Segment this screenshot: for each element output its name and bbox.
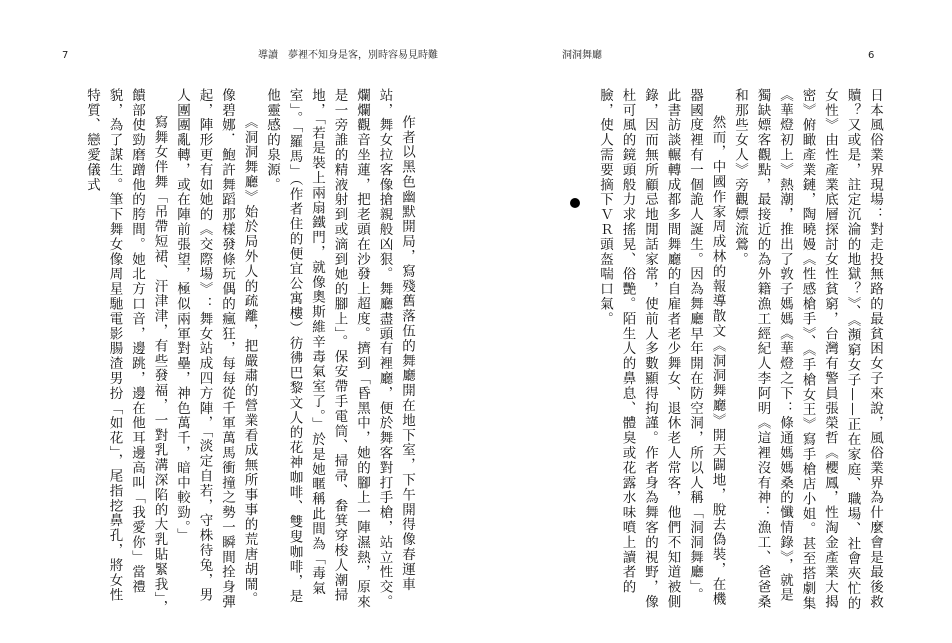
paragraph: 寫舞女伴舞「吊帶短裙、汗津津，有些發福，一對乳溝深陷的大乳貼緊我」，饋部使勁磨蹭他的胯間。她北方口音，邊跳，邊在他耳邊高叫「我愛你」當禮貌，為了謀生。筆下舞女像周星馳電影腸渣男扮「如花」，尾指挖鼻孔，將女性特質、戀愛儀式 xyxy=(84,88,168,615)
left-running-head: 導讀 夢裡不知身是客，別時容易見時難 xyxy=(258,50,438,61)
paragraph: 《洞洞舞廳》始於局外人的疏離，把嚴肅的營業看成無所事事的荒唐胡鬧。像碧娜．鮑許舞蹈那樣發條玩偶的瘋狂，每每從千軍萬馬衝撞之勢一瞬間拴身彈起，陣形更有如她的《交際場》：舞女站成四方陣，「淡定自若，守株待兔，男人團團亂轉，或在陣前張望，極似兩軍對壘，神色萬千，暗中較勁。」 xyxy=(174,88,258,610)
paragraph: 然而，中國作家周成林的報導散文《洞洞舞廳》開天闢地，脫去偽裝，在機器國度裡有一個詭人誕生。因為舞廳早年開在防空洞，所以人稱「洞洞舞廳」。此書訪談輾轉成都多間舞廳的自雇者老少舞女、退休老人常客，他們不知道被側錄，因而無所顧忌地閒話家常，使前人多數顯得拘謹。作者身為舞客的視野，像杜可風的鏡頭般力求搖晃、俗艷。陌生人的鼻息、體臭或花露水味噴上讀者的臉，使人需要摘下ＶＲ頭盔喘口氣。 xyxy=(597,88,726,610)
paragraph: 作者以黑色幽默開局，寫殘舊落伍的舞廳開在地下室，下午開得像春運車站，舞女拉客像搶親般凶狠。舞廳盡頭有裡廳，便於舞客對打手槍，站立性交。爛爛觀音坐蓮，把老頭在沙發上超度。擠到「昏黑中，她的腳上一陣濕熱，原來是一旁誰的精液射到或滴到她的腳上」。保安帶手電筒、掃帚、畚箕穿梭人潮掃地，「若是裝上兩扇鐵門，就像奧斯維辛毒氣室了。」於是她暱稱此間為「毒氣室」。「羅馬」（作者住的便宜公寓樓）彷彿巴黎文人的花神咖啡、雙叟咖啡，是他靈感的泉源。 xyxy=(264,88,415,610)
left-page-number: 7 xyxy=(62,50,69,61)
right-page-body xyxy=(596,88,886,616)
right-page-number: 6 xyxy=(868,50,875,61)
paragraph: 日本風俗業界現場：對走投無路的最貧困女子來說，風俗業界為什麼會是最後救贖？又或是，註定沉淪的地獄？》、《瀕窮女子——正在家庭、職場、社會夾忙的女性》由性產業底層探討女性貧窮，台灣有警員張榮哲《櫻鳳，性淘金產業大揭密》俯瞰產業鏈，陶曉嫚《性感槍手》、《手槍女王》寫手槍店小姐。甚至搭劇集《華燈初上》熱潮，推出了敦子媽媽《華燈之下：條通媽媽桑的懺情錄》，就是獨缺嫖客觀點，最接近的為外籍漁工經紀人李阿明《這裡沒有神：漁工、爸爸桑和那些女人》旁觀嫖流鶯。 xyxy=(732,88,883,611)
page-marker-dot xyxy=(570,198,580,208)
left-page-body xyxy=(80,88,418,616)
right-running-head: 洞洞舞廳 xyxy=(562,50,602,61)
